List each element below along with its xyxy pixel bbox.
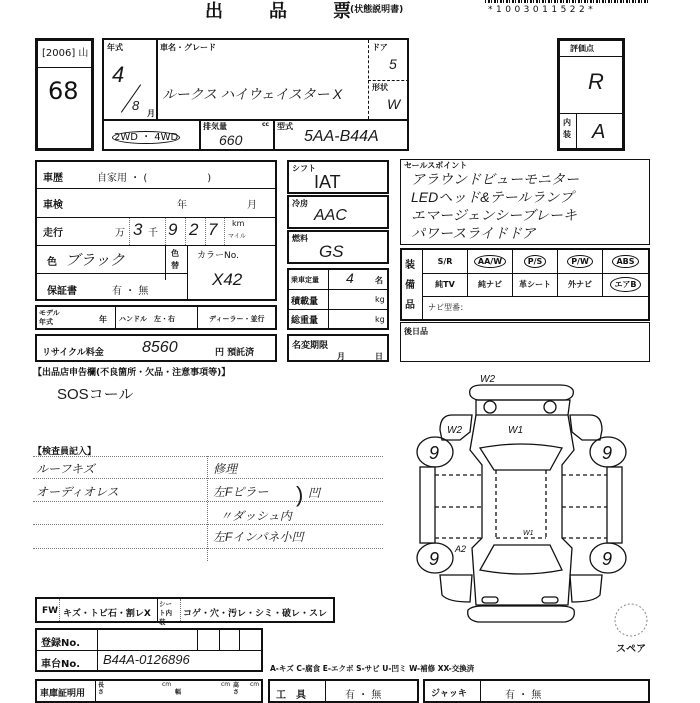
capacity-label: 乗車定量 [291, 276, 319, 284]
tire-tread-depth: 9 [602, 443, 613, 463]
inspector-note-left: オーディオレス [36, 485, 119, 499]
jack-label: ジャッキ [431, 689, 467, 699]
navi-model-label: ナビ型番： [428, 303, 468, 312]
capacity-unit: 名 [375, 276, 383, 285]
damage-mark: A2 [455, 544, 467, 554]
equipment-item-label: P/W [567, 255, 593, 268]
equipment-item-label: 外ナビ [568, 280, 592, 289]
mileage-digit-1: 3 [133, 220, 143, 239]
year-value: 4 [112, 62, 125, 87]
equipment-item [423, 273, 468, 296]
mileage-label: 走行 [43, 228, 63, 239]
color-no-value: X42 [212, 270, 243, 289]
sales-point-box [400, 159, 650, 245]
tools-row [268, 679, 419, 703]
color-value: ブラック [65, 252, 125, 269]
equipment-item [468, 273, 513, 296]
inspector-note-right: 左Fインパネ小凹 [213, 530, 304, 544]
garage-row [35, 679, 263, 703]
jack-row [423, 679, 650, 703]
recycle-unit: 円 預託済 [215, 348, 255, 358]
tools-value: 有 ・ 無 [345, 690, 382, 701]
fw-options: キズ・トビ石・割レX [63, 609, 151, 619]
chassis-label: 車台No. [41, 659, 81, 670]
displacement-label: 排気量 [203, 122, 227, 131]
equipment-item-label: ABS [612, 255, 638, 268]
garage-label: 車庫証明用 [40, 689, 86, 699]
shape-value: W [387, 96, 401, 112]
registration-box [35, 628, 263, 672]
rename-box [287, 334, 389, 362]
sales-point-label: セールスポイント [404, 161, 468, 170]
capacity-value: 4 [346, 270, 354, 286]
mileage-man: 万 [115, 228, 125, 239]
equipment-label: 装備品 [405, 260, 415, 311]
aircon-box [287, 195, 389, 229]
model-label: 型式 [277, 122, 293, 131]
fw-label: FW [42, 606, 59, 616]
interior-label: 内装 [563, 118, 571, 139]
seat-interior-label: シート内装 [159, 600, 172, 626]
car-damage-diagram [400, 370, 700, 660]
shift-box [287, 160, 389, 194]
equipment-item-label: P/S [524, 255, 547, 268]
registration-label: 登録No. [41, 638, 81, 649]
warranty-label: 保証書 [47, 286, 77, 297]
fw-row [35, 597, 335, 626]
equipment-item [558, 273, 603, 296]
door-label: ドア [372, 43, 388, 52]
damage-mark: W2 [480, 374, 495, 385]
sheet-title: 出 品 票 [205, 1, 365, 22]
equipment-item-label: エアB [610, 277, 640, 292]
color-label: 色 [47, 257, 57, 268]
equipment-item-label: AA/W [474, 255, 506, 268]
sales-point-line: パワースライドドア [411, 225, 536, 241]
damage-mark: W1 [508, 425, 523, 436]
mileage-unit-km: km [232, 219, 245, 228]
shift-label: シフト [292, 164, 316, 173]
rename-day: 日 [375, 352, 383, 361]
inspector-bracket: ) [296, 482, 304, 507]
inspector-note-left: ルーフキズ [36, 462, 95, 476]
equipment-item-label: 革シート [519, 280, 551, 289]
height-unit: cm [250, 681, 260, 688]
damage-mark: W2 [447, 425, 462, 436]
rename-month: 月 [337, 352, 345, 361]
sheet-subtitle: (状態説明書) [350, 5, 404, 15]
later-items-box [400, 322, 650, 362]
equipment-item [603, 273, 648, 296]
chassis-value: B44A-0126896 [103, 652, 190, 667]
interior-value: A [592, 121, 606, 143]
seller-notes-label: 【出品店申告欄(不良箇所・欠品・注意事項等)】 [33, 368, 231, 378]
fuel-value: GS [319, 242, 344, 261]
inspection-year: 年 [177, 200, 187, 211]
lot-year-tag: [2006] 山 [42, 48, 89, 59]
rename-label: 名変期限 [292, 341, 329, 351]
jack-value: 有 ・ 無 [505, 690, 542, 701]
equipment-box [400, 248, 650, 321]
gross-label: 総重量 [291, 316, 319, 326]
shape-label: 形状 [372, 83, 388, 92]
mileage-sen: 千 [148, 228, 158, 239]
name-label: 車名・グレード [160, 43, 216, 52]
mileage-digit-3: 2 [189, 220, 199, 239]
model-value: 5AA-B44A [304, 128, 379, 145]
inspection-month: 月 [247, 200, 257, 211]
height-label: 高さ [233, 682, 240, 696]
door-value: 5 [389, 56, 397, 72]
vehicle-box [102, 38, 409, 151]
load-unit: kg [375, 295, 385, 304]
inspector-note-right: 〃ダッシュ内 [220, 509, 292, 523]
equipment-item-label: 純TV [435, 280, 455, 289]
history-label: 車歴 [43, 173, 63, 184]
model-year-label: モデル年式 [39, 309, 60, 326]
seat-interior-options: コゲ・穴・汚レ・シミ・破レ・スレ [183, 609, 328, 619]
spare-label: スペア [616, 644, 646, 655]
tire-tread-depth: 9 [429, 549, 440, 569]
inspector-bracket-note: 凹 [308, 486, 321, 500]
info-block [35, 160, 277, 301]
mileage-digit-2: 9 [168, 220, 178, 239]
inspection-label: 車検 [43, 200, 63, 211]
load-label: 積載量 [291, 297, 319, 307]
displacement-value: 660 [219, 132, 243, 148]
month-unit: 月 [147, 109, 155, 118]
model-year-row [35, 305, 277, 330]
inspector-note-right: 修理 [213, 462, 238, 476]
drive-type: 2WD ・ 4WD [114, 132, 179, 143]
sales-point-line: アラウンドビューモニター [411, 171, 579, 187]
recycle-label: リサイクル料金 [42, 348, 104, 358]
lot-box [35, 38, 94, 151]
equipment-item [513, 273, 558, 296]
tools-label: 工 具 [276, 690, 306, 701]
seller-notes-value: SOSコール [57, 386, 134, 403]
score-box [557, 38, 625, 151]
later-items-label: 後日品 [404, 327, 428, 336]
inspector-note-right: 左Fピラー [213, 485, 269, 499]
serial-number: *1003011522* [488, 5, 597, 15]
inspector-label: 【検査員記入】 [33, 447, 97, 457]
width-label: 幅 [175, 689, 182, 696]
damage-mark: W1 [523, 530, 534, 537]
mileage-digit-4: 7 [208, 220, 218, 239]
length-unit: cm [162, 681, 172, 688]
color-no-label: カラーNo. [197, 251, 239, 261]
equipment-item [468, 250, 513, 273]
mileage-unit-mile: マイル [228, 233, 246, 240]
year-label: 年式 [107, 43, 123, 52]
fuel-box [287, 230, 389, 264]
dealer-option: ディーラー・並行 [209, 315, 265, 323]
equipment-item-label: 純ナビ [478, 280, 502, 289]
displacement-unit: cc [262, 121, 270, 128]
equipment-item-label: S/R [437, 257, 453, 266]
score-label: 評価点 [570, 44, 594, 53]
equipment-item [558, 250, 603, 273]
gross-unit: kg [375, 315, 385, 324]
aircon-label: 冷房 [292, 199, 308, 208]
repaint-label: 色替 [171, 249, 179, 270]
recycle-row [35, 334, 277, 362]
tire-tread-depth: 9 [602, 549, 613, 569]
barcode [485, 0, 650, 3]
history-value: 自家用 ・ ( ) [97, 173, 212, 184]
score-value: R [588, 69, 604, 94]
weight-box [287, 268, 389, 330]
sales-point-line: エマージェンシーブレーキ [411, 207, 577, 223]
damage-legend: A-キズ C-腐食 E-エクボ S-サビ U-凹ミ W-補修 XX-交換済 [270, 664, 475, 673]
handle-option: ハンドル 左・右 [119, 315, 175, 323]
warranty-value: 有 ・ 無 [112, 286, 149, 297]
equipment-item [513, 250, 558, 273]
length-label: 長さ [98, 682, 105, 696]
equipment-item [423, 250, 468, 273]
sales-point-line: LEDヘッド&テールランプ [411, 189, 574, 205]
fuel-label: 燃料 [292, 234, 308, 243]
lot-number: 68 [48, 77, 79, 105]
model-year-unit: 年 [99, 315, 107, 324]
shift-value: IAT [314, 172, 341, 192]
tire-tread-depth: 9 [429, 443, 440, 463]
aircon-value: AAC [314, 207, 347, 224]
month-value: 8 [132, 98, 140, 113]
width-unit: cm [221, 681, 231, 688]
recycle-value: 8560 [142, 339, 178, 356]
name-value: ルークス ハイウェイスター X [162, 86, 342, 102]
equipment-item [603, 250, 648, 273]
